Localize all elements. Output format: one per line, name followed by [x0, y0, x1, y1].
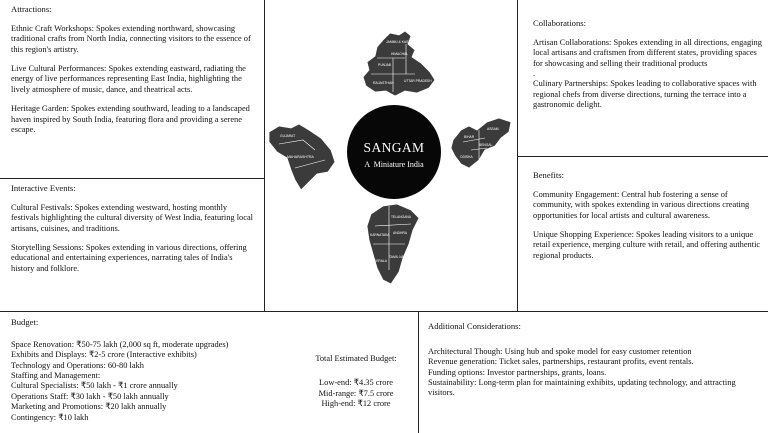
collaborations-heading: Collaborations: — [533, 18, 586, 28]
hub-title: SANGAM — [363, 140, 425, 155]
divider-horizontal-left — [0, 178, 265, 179]
map-label: TAMIL NADU — [389, 255, 409, 259]
additional-considerations-panel — [428, 321, 760, 399]
map-label: ANDHRA — [393, 231, 407, 235]
budget-line: Space Renovation: ₹50-75 lakh (2,000 sq ft, moderate upgrades) — [11, 339, 229, 349]
additional-line: Sustainability: Long-term plan for maintaining exhibits, updating technology, and attracting visitors. — [428, 377, 736, 398]
map-label: ODISHA — [460, 155, 473, 159]
map-label: GUJARAT — [280, 134, 296, 138]
budget-panel — [11, 317, 296, 423]
additional-line: Funding options: Investor partnerships, grants, loans. — [428, 367, 607, 377]
map-label: HIMACHAL — [391, 52, 409, 56]
additional-line: Revenue generation: Ticket sales, partnerships, restaurant profits, event rentals. — [428, 357, 694, 367]
attractions-heading: Attractions: — [11, 4, 52, 14]
additional-line: Architectural Though: Using hub and spoke model for easy customer retention — [428, 346, 692, 356]
total-budget-line: Low-end: ₹4.35 crore — [319, 378, 393, 388]
map-label: RAJASTHAN — [373, 81, 394, 85]
event-item: Storytelling Sessions: Spokes extending in various directions, offering educational and entertaining experiences, narrating tales of India's history and folklore. — [11, 242, 247, 273]
map-label: PUNJAB — [378, 63, 392, 67]
budget-heading: Budget: — [11, 317, 39, 327]
collaboration-item: Culinary Partnerships: Spokes leading to collaborative spaces with regional chefs from diverse directions, turning the terrace into a gastronomic delight. — [533, 79, 757, 110]
attraction-item: Ethnic Craft Workshops: Spokes extending northward, showcasing traditional crafts from North India, connecting visitors to the essence of this region's artistry. — [11, 23, 251, 54]
benefits-heading: Benefits: — [533, 170, 565, 180]
total-budget-line: Mid-range: ₹7.5 crore — [318, 388, 394, 398]
map-label: JAMMU & KASHMIR — [386, 40, 417, 44]
total-budget-panel — [296, 354, 416, 410]
divider-horizontal-right — [517, 156, 768, 157]
attraction-item: Heritage Garden: Spokes extending southward, leading to a landscaped haven inspired by South India, featuring flora and providing a serene escape. — [11, 104, 250, 135]
total-budget-line: High-end: ₹12 crore — [321, 399, 391, 409]
collaboration-item: Artisan Collaborations: Spokes extending in all directions, engaging local artisans and craftsmen from different states, providing spaces for showcasing and selling their traditional products — [533, 37, 762, 68]
map-label: BENGAL — [479, 143, 493, 147]
map-label: UTTAR PRADESH — [404, 79, 432, 83]
divider-horizontal-bottom — [0, 311, 768, 312]
benefits-panel — [533, 170, 763, 270]
map-label: KERALA — [374, 259, 388, 263]
map-label: MAHARASHTRA — [287, 155, 314, 159]
west-india-map — [269, 124, 335, 190]
east-india-map — [451, 118, 511, 168]
attraction-item: Live Cultural Performances: Spokes extending eastward, radiating the energy of live performances representing East India, highlighting the lively atmosphere of music, dance, and theatrical acts. — [11, 63, 246, 94]
budget-line: Staffing and Management: — [11, 370, 101, 380]
additional-heading: Additional Considerations: — [428, 321, 521, 331]
budget-line: Cultural Specialists: ₹50 lakh - ₹1 crore annually — [11, 381, 178, 391]
hub-subtitle: A Miniature India — [364, 160, 424, 169]
center-hub-map — [265, 0, 517, 311]
benefit-item: Community Engagement: Central hub fostering a sense of community, with spokes extending in various directions creating opportunities for local artists and cultural awareness. — [533, 189, 750, 220]
map-label: ASSAM — [487, 127, 499, 131]
budget-line: Contingency: ₹10 lakh — [11, 412, 89, 422]
divider-vertical-bottom — [418, 311, 419, 433]
event-item: Cultural Festivals: Spokes extending westward, hosting monthly festivals highlighting the cultural diversity of West India, featuring local artisans, cuisines, and traditions. — [11, 202, 253, 233]
south-india-map — [367, 204, 419, 284]
budget-line: Exhibits and Displays: ₹2-5 crore (Interactive exhibits) — [11, 350, 197, 360]
budget-line: Operations Staff: ₹30 lakh - ₹50 lakh annually — [11, 391, 169, 401]
benefit-item: Unique Shopping Experience: Spokes leading visitors to a unique retail experience, merging culture with retail, and offering authentic regional products. — [533, 229, 761, 260]
attractions-panel — [11, 4, 255, 144]
interactive-events-heading: Interactive Events: — [11, 183, 76, 193]
map-label: TELANGANA — [391, 215, 411, 219]
budget-line: Technology and Operations: 60-80 lakh — [11, 360, 144, 370]
total-budget-heading: Total Estimated Budget: — [315, 354, 397, 363]
collaborations-panel — [533, 18, 763, 120]
north-india-map — [363, 31, 435, 96]
budget-line: Marketing and Promotions: ₹20 lakh annually — [11, 402, 167, 412]
collaboration-separator: . — [533, 68, 536, 78]
map-label: KARNATAKA — [370, 233, 390, 237]
map-label: BIHAR — [464, 135, 475, 139]
interactive-events-panel — [11, 183, 255, 283]
